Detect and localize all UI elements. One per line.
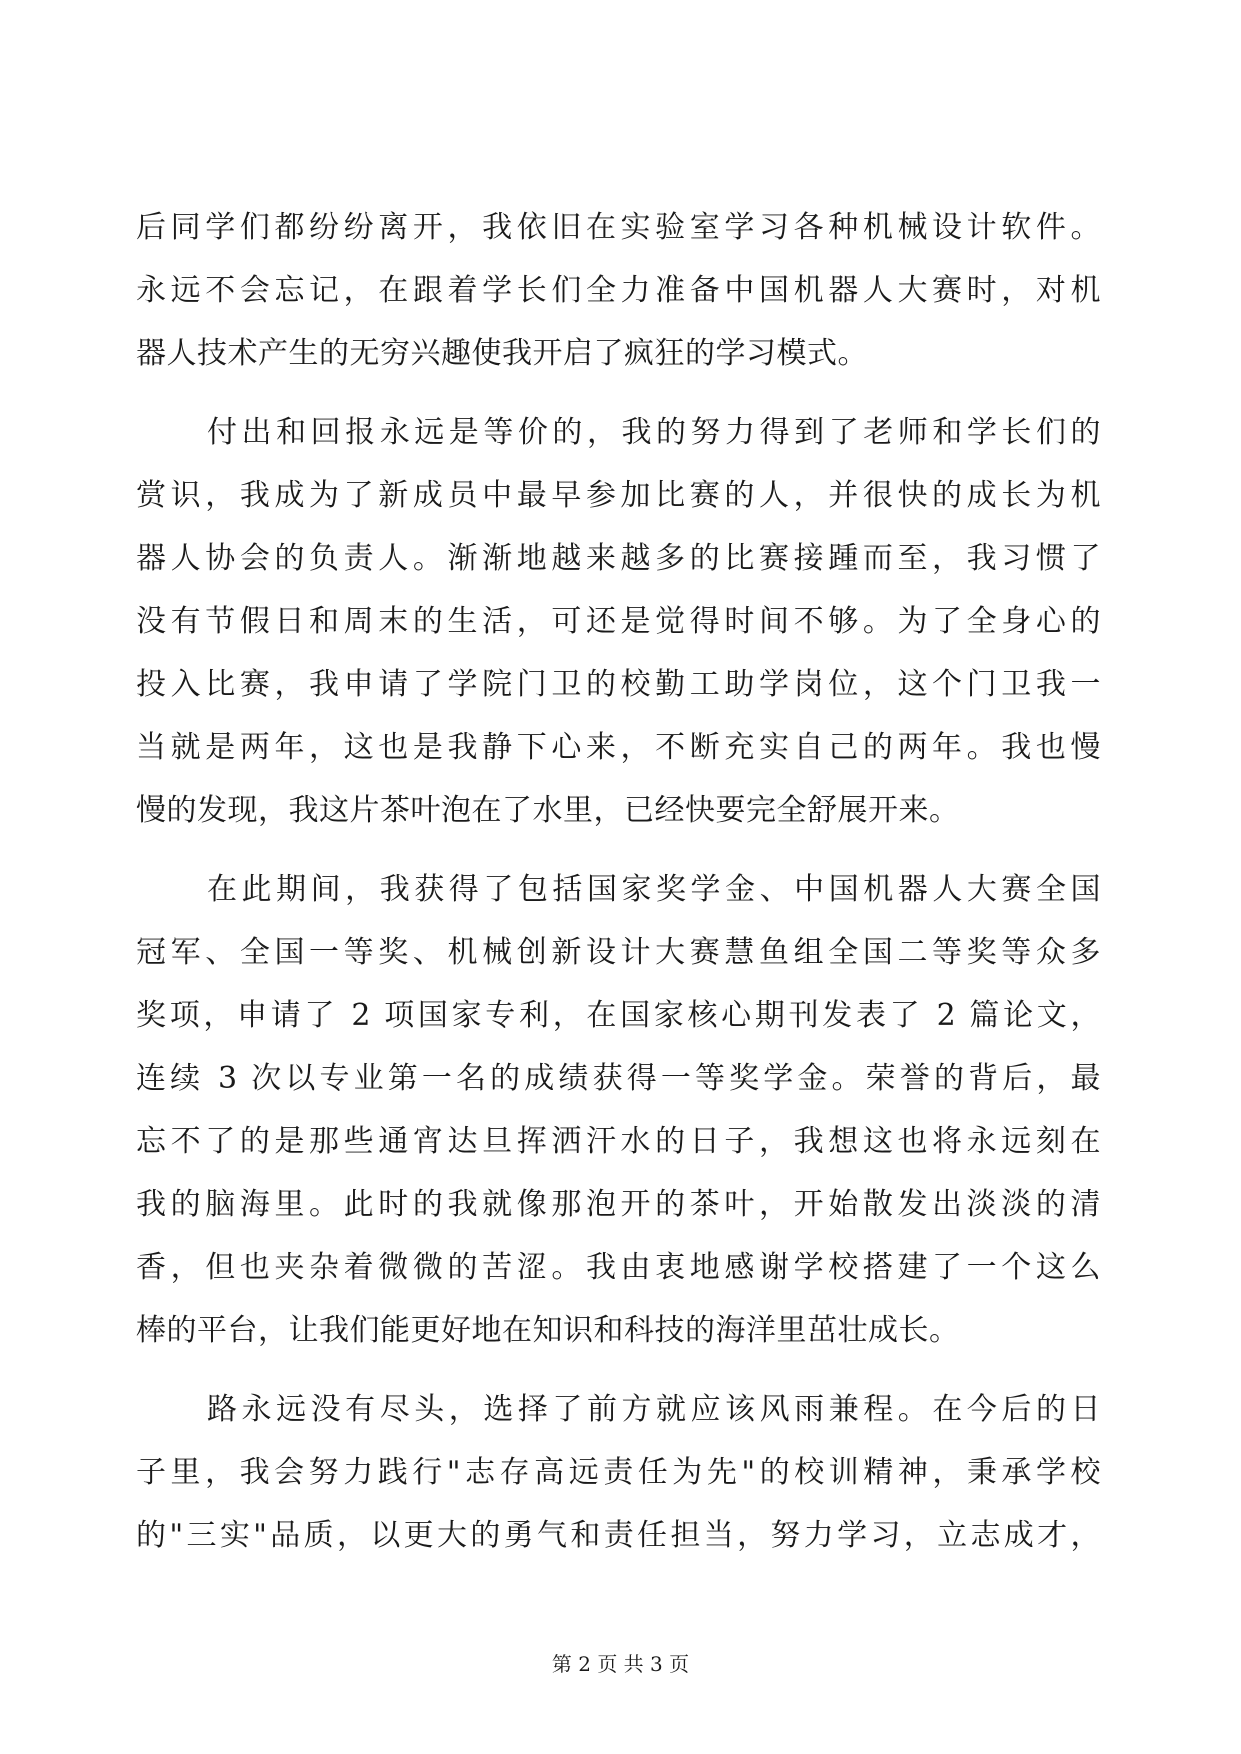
paragraph (136, 1378, 1101, 1567)
text-line: 香，但也夹杂着微微的苦涩。我由衷地感谢学校搭建了一个这么 (136, 1250, 1101, 1285)
text-line: 在此期间，我获得了包括国家奖学金、中国机器人大赛全国 (207, 872, 1101, 907)
paragraph (136, 401, 1101, 842)
text-line: 赏识，我成为了新成员中最早参加比赛的人，并很快的成长为机 (136, 478, 1101, 513)
paragraph (136, 858, 1101, 1362)
text-line: 子里，我会努力践行"志存高远责任为先"的校训精神，秉承学校 (136, 1455, 1101, 1490)
text-line: 付出和回报永远是等价的，我的努力得到了老师和学长们的 (207, 415, 1101, 450)
paragraph (136, 196, 1101, 385)
text-line: 投入比赛，我申请了学院门卫的校勤工助学岗位，这个门卫我一 (136, 667, 1101, 702)
text-line: 后同学们都纷纷离开，我依旧在实验室学习各种机械设计软件。 (136, 210, 1101, 245)
text-line: 当就是两年，这也是我静下心来，不断充实自己的两年。我也慢 (136, 730, 1101, 765)
text-line: 棒的平台，让我们能更好地在知识和科技的海洋里茁壮成长。 (136, 1313, 960, 1348)
text-line: 永远不会忘记，在跟着学长们全力准备中国机器人大赛时，对机 (136, 273, 1101, 308)
text-line: 忘不了的是那些通宵达旦挥洒汗水的日子，我想这也将永远刻在 (136, 1124, 1101, 1159)
text-line: 我的脑海里。此时的我就像那泡开的茶叶，开始散发出淡淡的清 (136, 1187, 1101, 1222)
text-line: 冠军、全国一等奖、机械创新设计大赛慧鱼组全国二等奖等众多 (136, 935, 1101, 970)
text-line: 连续 3 次以专业第一名的成绩获得一等奖学金。荣誉的背后，最 (136, 1061, 1101, 1096)
text-line: 器人协会的负责人。渐渐地越来越多的比赛接踵而至，我习惯了 (136, 541, 1101, 576)
document-body (136, 196, 1101, 1567)
text-line: 慢的发现，我这片茶叶泡在了水里，已经快要完全舒展开来。 (136, 793, 960, 828)
text-line: 路永远没有尽头，选择了前方就应该风雨兼程。在今后的日 (207, 1392, 1101, 1427)
text-line: 奖项，申请了 2 项国家专利，在国家核心期刊发表了 2 篇论文， (136, 998, 1101, 1033)
page-number-footer: 第 2 页 共 3 页 (551, 1652, 690, 1676)
text-line: 没有节假日和周末的生活，可还是觉得时间不够。为了全身心的 (136, 604, 1101, 639)
text-line: 的"三实"品质，以更大的勇气和责任担当，努力学习，立志成才， (136, 1518, 1101, 1553)
text-line: 器人技术产生的无穷兴趣使我开启了疯狂的学习模式。 (136, 336, 868, 371)
